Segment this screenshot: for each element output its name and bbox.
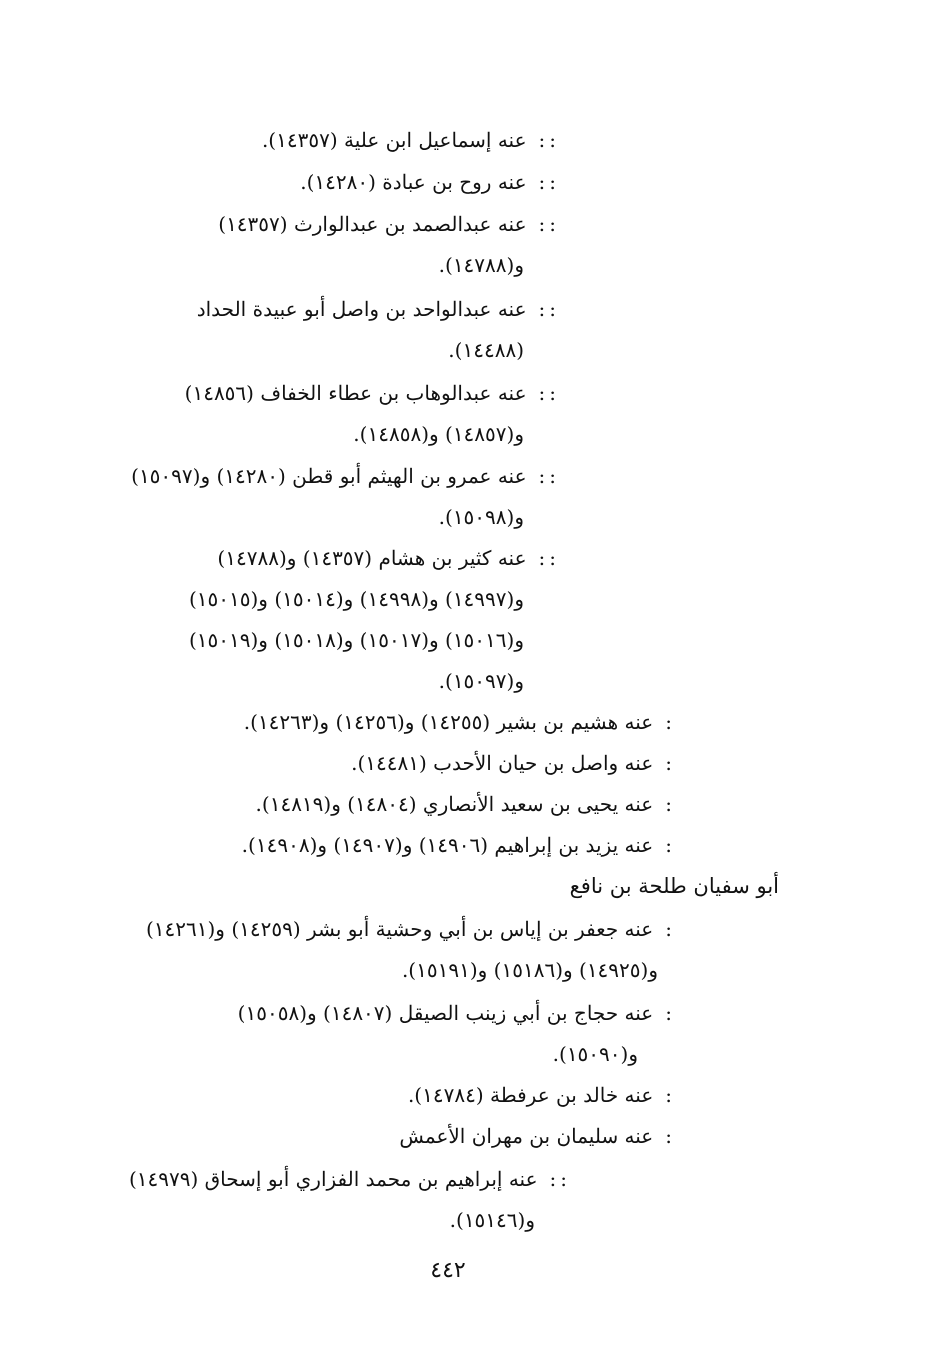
entry-marker: :: [538, 297, 560, 321]
entry-marker: : [665, 1124, 676, 1148]
entry-marker: : [665, 751, 676, 775]
entry-continuation: و(١٥٠١٦) و(١٥٠١٧) و(١٥٠١٨) و(١٥٠١٩) [188, 628, 524, 652]
entry-text: عنه عبدالصمد بن عبدالوارث (١٤٣٥٧) [218, 212, 527, 236]
entry-text: عنه حجاج بن أبي زينب الصيقل (١٤٨٠٧) و(١٥٠٥٨) [237, 1001, 654, 1025]
entry-3 [65, 204, 560, 286]
entry-text: عنه روح بن عبادة (١٤٢٨٠). [300, 170, 527, 194]
entry2-4 [399, 1116, 676, 1157]
entry-5 [185, 373, 560, 455]
entry-text: عنه يزيد بن إبراهيم (١٤٩٠٦) و(١٤٩٠٧) و(١٤٩٠٨). [241, 833, 654, 857]
entry2-1 [146, 909, 676, 991]
entry-2 [300, 162, 560, 203]
entry-continuation: و(١٥٠٩٠). [552, 1042, 638, 1066]
entry-text: عنه يحيى بن سعيد الأنصاري (١٤٨٠٤) و(١٤٨١٩). [255, 792, 654, 816]
entry-9 [351, 743, 676, 784]
entry-marker: : [665, 710, 676, 734]
entry-text: عنه عبدالوهاب بن عطاء الخفاف (١٤٨٥٦) [184, 381, 527, 405]
entry-marker: :: [549, 1167, 571, 1191]
entry-marker: : [665, 1001, 676, 1025]
entry-marker: : [665, 917, 676, 941]
entry-marker: : [665, 792, 676, 816]
page-number: ٤٤٢ [430, 1258, 466, 1283]
entry-text: عنه جعفر بن إياس بن أبي وحشية أبو بشر (١٤٢٥٩) و(١٤٢٦١) [145, 917, 654, 941]
entry2-5 [129, 1159, 571, 1241]
entry-continuation: و(١٤٧٨٨). [438, 253, 524, 277]
entry-marker: :: [538, 212, 560, 236]
entry-continuation: و(١٤٨٥٧) و(١٤٨٥٨). [353, 422, 524, 446]
narrator-heading [570, 866, 779, 907]
entry-6 [131, 456, 560, 538]
heading-text: أبو سفيان طلحة بن نافع [569, 874, 779, 898]
entry-continuation: و(١٥٠٩٧). [438, 669, 524, 693]
entry-continuation: (١٤٤٨٨). [448, 338, 524, 362]
entry-marker: :: [538, 128, 560, 152]
entry2-2 [238, 993, 676, 1075]
entry-8 [244, 702, 676, 743]
entry-text: عنه كثير بن هشام (١٤٣٥٧) و(١٤٧٨٨) [217, 546, 527, 570]
entry-marker: :: [538, 381, 560, 405]
entry-10 [256, 784, 676, 825]
entry-text: عنه سليمان بن مهران الأعمش [399, 1124, 654, 1148]
entry-4 [197, 289, 560, 371]
entry-text: عنه عمرو بن الهيثم أبو قطن (١٤٢٨٠) و(١٥٠٩٧) [131, 464, 527, 488]
entry-text: عنه واصل بن حيان الأحدب (١٤٤٨١). [351, 751, 654, 775]
entry-text: عنه إسماعيل ابن علية (١٤٣٥٧). [261, 128, 527, 152]
entry-text: عنه خالد بن عرفطة (١٤٧٨٤). [407, 1083, 654, 1107]
entry-marker: :: [538, 464, 560, 488]
entry-continuation: و(١٤٩٩٧) و(١٤٩٩٨) و(١٥٠١٤) و(١٥٠١٥) [188, 587, 524, 611]
entry-continuation: و(١٥١٤٦). [449, 1208, 535, 1232]
entry2-3 [408, 1075, 676, 1116]
entry-marker: :: [538, 546, 560, 570]
entry-marker: : [665, 833, 676, 857]
entry-continuation: و(١٥٠٩٨). [438, 505, 524, 529]
entry-continuation: و(١٤٩٢٥) و(١٥١٨٦) و(١٥١٩١). [401, 958, 658, 982]
entry-1 [262, 120, 560, 161]
entry-marker: : [665, 1083, 676, 1107]
entry-11 [242, 825, 676, 866]
entry-text: عنه إبراهيم بن محمد الفزاري أبو إسحاق (١٤٩٧٩) [128, 1167, 538, 1191]
entry-text: عنه عبدالواحد بن واصل أبو عبيدة الحداد [196, 297, 527, 321]
entry-7 [189, 538, 560, 702]
entry-text: عنه هشيم بن بشير (١٤٢٥٥) و(١٤٢٥٦) و(١٤٢٦٣). [243, 710, 654, 734]
entry-marker: :: [538, 170, 560, 194]
